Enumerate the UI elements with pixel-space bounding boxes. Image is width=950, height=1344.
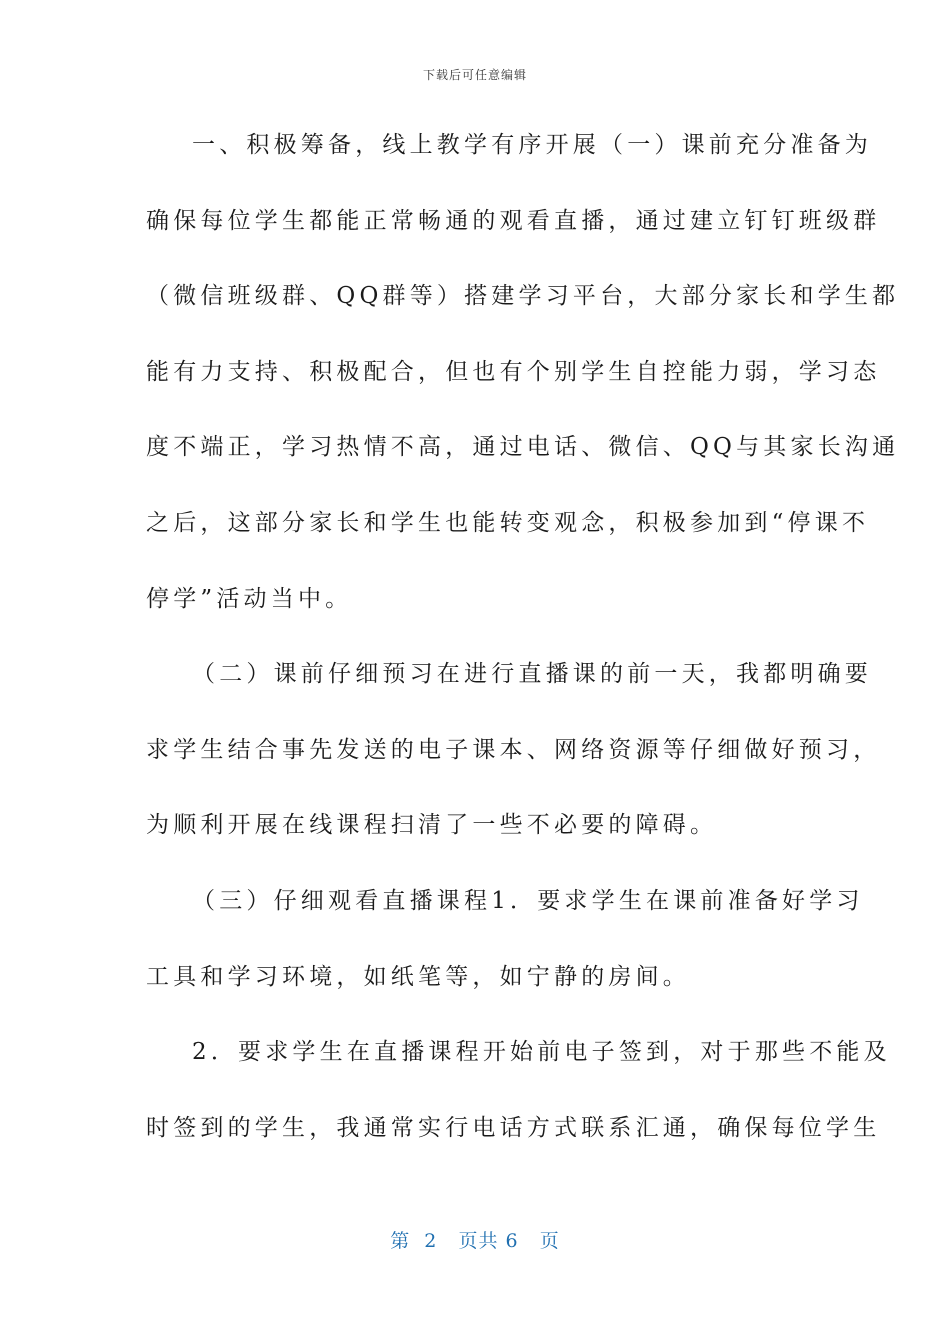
text-line: 度不端正，学习热情不高，通过电话、微信、QQ与其家长沟通 [146, 434, 900, 461]
text-line: 一、积极筹备，线上教学有序开展（一）课前充分准备为 [192, 132, 872, 158]
download-note: 下载后可任意编辑 [422, 68, 527, 82]
page-number: 第 2 页共 6 页 [390, 1230, 560, 1252]
text-line: （微信班级群、QQ群等）搭建学习平台，大部分家长和学生都 [146, 283, 900, 310]
text-line: 2．要求学生在直播课程开始前电子签到，对于那些不能及 [192, 1039, 891, 1066]
text-line: 为顺利开展在线课程扫清了一些不必要的障碍。 [146, 812, 718, 839]
text-line: 停学”活动当中。 [146, 585, 353, 612]
text-line: 求学生结合事先发送的电子课本、网络资源等仔细做好预习， [146, 736, 881, 763]
text-line: 确保每位学生都能正常畅通的观看直播，通过建立钉钉班级群 [146, 207, 881, 234]
text-line: 能有力支持、积极配合，但也有个别学生自控能力弱，学习态 [146, 358, 881, 385]
text-line: （二）课前仔细预习在进行直播课的前一天，我都明确要 [192, 661, 872, 688]
text-line: 工具和学习环境，如纸笔等，如宁静的房间。 [146, 963, 690, 990]
text-line: 时签到的学生，我通常实行电话方式联系汇通，确保每位学生 [146, 1114, 881, 1141]
text-line: （三）仔细观看直播课程1．要求学生在课前准备好学习 [192, 887, 864, 914]
document-body [146, 123, 900, 1181]
text-line: 之后，这部分家长和学生也能转变观念，积极参加到“停课不 [146, 509, 870, 536]
